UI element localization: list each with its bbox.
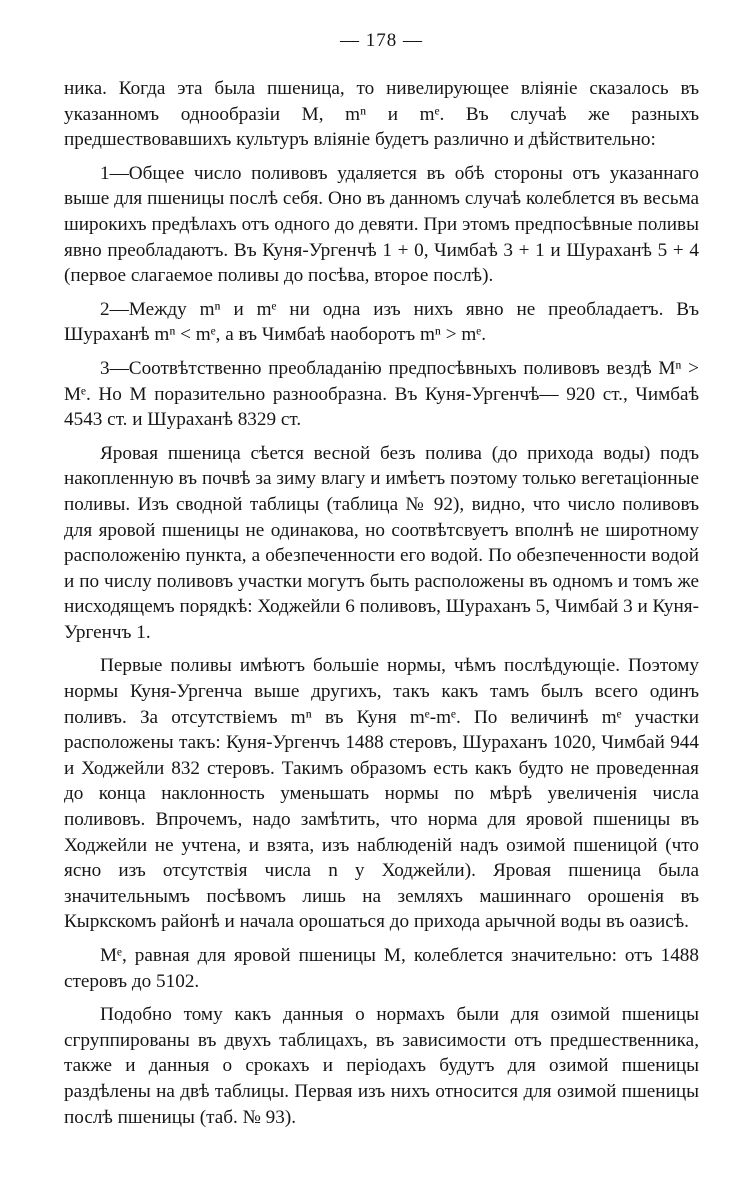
paragraph-point-2: 2—Между mⁿ и mᵉ ни одна изъ нихъ явно не преобладаетъ. Въ Шураханѣ mⁿ < mᵉ, а въ Чимбаѣ наоборотъ mⁿ > mᵉ. [64, 298, 699, 346]
page-number: — 178 — [340, 30, 423, 51]
paragraph-continuation: ника. Когда эта была пшеница, то нивелирующее вліяніе сказалось въ указанномъ однообразіи M, mⁿ и mᵉ. Въ случаѣ же разныхъ предшествовавшихъ культуръ вліяніе будетъ различно и дѣйствительно: [64, 78, 699, 151]
paragraph-first-irrigations: Первые поливы имѣютъ большіе нормы, чѣмъ послѣдующіе. Поэтому нормы Куня-Ургенча выше другихъ, такъ какъ тамъ былъ всего одинъ поливъ. За отсутствіемъ mⁿ въ Куня mᵉ-mᵉ. По величинѣ mᵉ участки расположены такъ: Куня-Ургенчъ 1488 стеровъ, Шураханъ 1020, Чимбай 944 и Ходжейли 832 стеровъ. Такимъ образомъ есть какъ будто не проведенная до конца наклонность уменьшать нормы по мѣрѣ увеличенія числа поливовъ. Впрочемъ, надо замѣтить, что норма для яровой пшеницы въ Ходжейли не учтена, и взята, изъ наблюденій надъ озимой пшеницой (что ясно изъ отсутствія числа n у Ходжейли). Яровая пшеница была значительнымъ посѣвомъ лишь на земляхъ машиннаго орошенія въ Кыркскомъ районѣ и начала орошаться до прихода арычной воды въ оазисѣ. [64, 655, 699, 933]
body-text [64, 76, 699, 1130]
paragraph-winter-wheat-tables: Подобно тому какъ данныя о нормахъ были для озимой пшеницы сгруппированы въ двухъ таблицахъ, въ зависимости отъ предшественника, также и данныя о срокахъ и періодахъ будутъ для озимой пшеницы раздѣлены на двѣ таблицы. Первая изъ нихъ относится для озимой пшеницы послѣ пшеницы (таб. № 93). [64, 1004, 699, 1128]
paragraph-point-1: 1—Общее число поливовъ удаляется въ обѣ стороны отъ указаннаго выше для пшеницы послѣ себя. Оно въ данномъ случаѣ колеблется въ весьма широкихъ предѣлахъ отъ одного до девяти. При этомъ предпосѣвные поливы явно преобладаютъ. Въ Куня-Ургенчѣ 1 + 0, Чимбаѣ 3 + 1 и Шураханѣ 5 + 4 (первое слагаемое поливы до посѣва, второе послѣ). [64, 162, 699, 287]
paragraph-spring-wheat: Яровая пшеница сѣется весной безъ полива (до прихода воды) подъ накопленную въ почвѣ за зиму влагу и имѣетъ поэтому только вегетаціонные поливы. Изъ сводной таблицы (таблица № 92), видно, что число поливовъ для яровой пшеницы не одинакова, но соотвѣтсвуетъ вполнѣ не широтному расположенію пункта, а обезпеченности его водой. По обезпеченности водой и по числу поливовъ участки могутъ быть расположены въ одномъ и томъ же нисходящемъ порядкѣ: Ходжейли 6 поливовъ, Шураханъ 5, Чимбай 3 и Куня-Ургенчъ 1. [64, 442, 699, 643]
paragraph-point-3: 3—Соотвѣтственно преобладанію предпосѣвныхъ поливовъ вездѣ Mⁿ > Mᵉ. Но M поразительно разнообразна. Въ Куня-Ургенчѣ— 920 ст., Чимбаѣ 4543 ст. и Шураханѣ 8329 ст. [64, 357, 699, 431]
paragraph-me-range: Mᵉ, равная для яровой пшеницы M, колеблется значительно: отъ 1488 стеровъ до 5102. [64, 945, 699, 992]
